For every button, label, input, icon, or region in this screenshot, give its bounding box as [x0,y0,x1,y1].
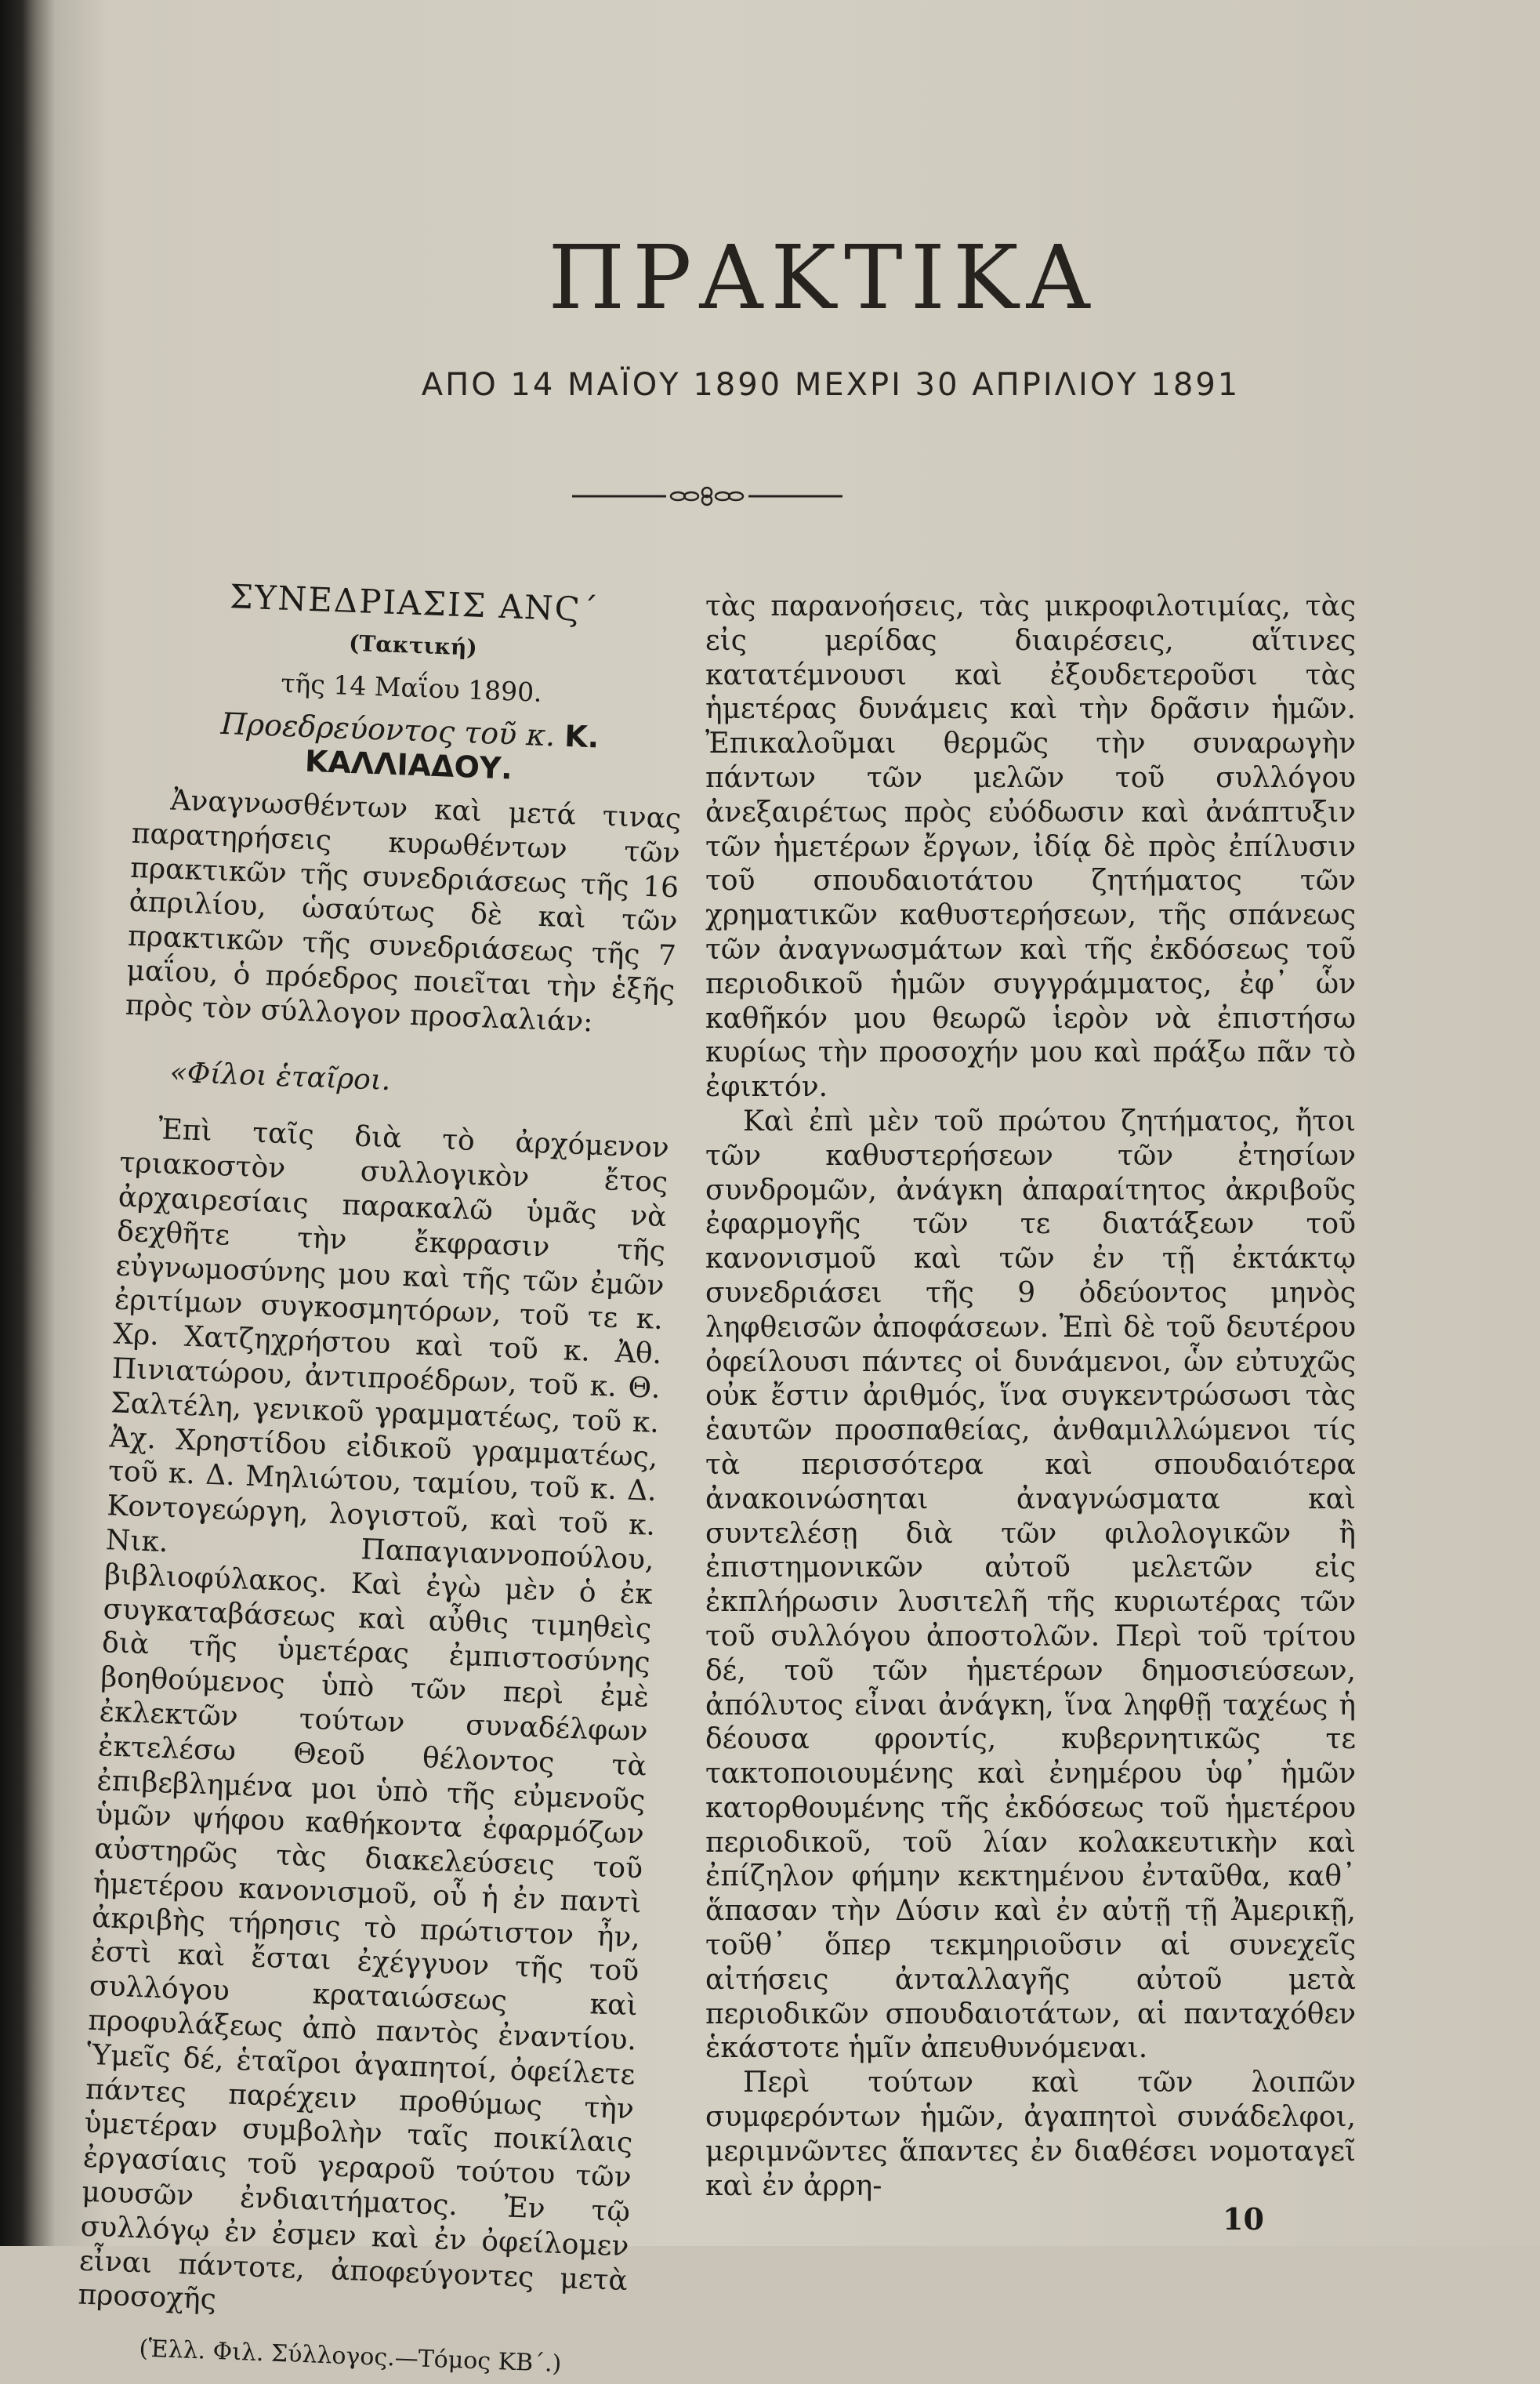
body-paragraph-1: Καὶ ἐπὶ μὲν τοῦ πρώτου ζητήματος, ἤτοι τῶν καθυστερήσεων τῶν ἐτησίων συνδρομῶν, ἀνάγκη ἀπαραίτητος ἀκριβοῦς ἐφαρμογῆς τῶν τε διατάξεων τοῦ κανονισμοῦ καὶ τῶν ἐν τῇ ἐκτάκτῳ συνεδριάσει τῆς 9 ὀδεύοντος μηνὸς ληφθεισῶν ἀποφάσεων. Ἐπὶ δὲ τοῦ δευτέρου ὀφείλουσι πάντες οἱ δυνάμενοι, ὧν εὐτυχῶς οὐκ ἔστιν ἀριθμός, ἵνα συγκεντρώσωσι τὰς ἑαυτῶν προσπαθείας, ἀνθαμιλλώμενοι τίς τὰ περισσότερα καὶ σπουδαιότερα ἀνακοινώσηται ἀναγνώσματα καὶ συντελέσῃ διὰ τῶν φιλολογικῶν ἢ ἐπιστημονικῶν αὐτοῦ μελετῶν εἰς ἐκπλήρωσιν λυσιτελῆ τῆς κυριωτέρας τῶν τοῦ συλλόγου ἀποστολῶν. Περὶ τοῦ τρίτου δέ, τοῦ τῶν ἡμετέρων δημοσιεύσεων, ἀπόλυτος εἶναι ἀνάγκη, ἵνα ληφθῇ ταχέως ἡ δέουσα φροντίς, κυβερνητικῶς τε τακτοποιουμένης καὶ ἐνημέρου ὑφ᾽ ἡμῶν κατορθουμένης τῆς ἐκδόσεως τοῦ ἡμετέρου περιοδικοῦ, τοῦ λίαν κολακευτικὴν καὶ ἐπίζηλον φήμην κεκτημένου ἐνταῦθα, καθ᾽ ἅπασαν τὴν Δύσιν καὶ ἐν αὐτῇ τῇ Ἀμερικῇ, τοῦθ᾽ ὅπερ τεκμηριοῦσιν αἱ συνεχεῖς αἰτήσεις ἀνταλλαγῆς αὐτοῦ μετὰ περιοδικῶν σπουδαιοτάτων, αἱ πανταχόθεν ἑκάστοτε ἡμῖν ἀπευθυνόμεναι. [705,1105,1356,2065]
ornamental-divider [572,484,842,508]
president-line [134,704,685,793]
session-date: τῆς 14 Μαΐου 1890. [280,667,543,708]
session-type: (Τακτική) [348,630,478,661]
body-paragraph-2: Περὶ τούτων καὶ τῶν λοιπῶν συμφερόντων ἡμῶν, ἀγαπητοὶ συνάδελφοι, μεριμνῶντες ἅπαντες ἐν διαθέσει νομοταγεῖ καὶ ἐν ἀρρη- [705,2066,1356,2202]
session-title: ΣΥΝΕΔΡΙΑΣΙΣ ΑΝϚ΄ [229,577,600,630]
page-title: ΠΡΑΚΤΙΚΑ [548,227,1098,329]
salutation: «Φίλοι ἑταῖροι. [169,1056,392,1097]
speech-paragraph: Ἐπὶ ταῖς διὰ τὸ ἀρχόμενον τριακοστὸν συλλογικὸν ἔτος ἀρχαιρεσίαις παρακαλῶ ὑμᾶς νὰ δεχθῆτε τὴν ἔκφρασιν τῆς εὐγνωμοσύνης μου καὶ τῆς τῶν ἐμῶν ἐριτίμων συγκοσμητόρων, τοῦ τε κ. Χρ. Χατζηχρήστου καὶ τοῦ κ. Ἀθ. Πινιατώρου, ἀντιπροέδρων, τοῦ κ. Θ. Σαλτέλη, γενικοῦ γραμματέως, τοῦ κ. Ἀχ. Χρηστίδου εἰδικοῦ γραμματέως, τοῦ κ. Δ. Μηλιώτου, ταμίου, τοῦ κ. Δ. Κοντογεώργη, λογιστοῦ, καὶ τοῦ κ. Νικ. Παπαγιαννοπούλου, βιβλιοφύλακος. Καὶ ἐγὼ μὲν ὁ ἐκ συγκαταβάσεως καὶ αὖθις τιμηθεὶς διὰ τῆς ὑμετέρας ἐμπιστοσύνης βοηθούμενος ὑπὸ τῶν περὶ ἐμὲ ἐκλεκτῶν τούτων συναδέλφων ἐκτελέσω Θεοῦ θέλοντος τὰ ἐπιβεβλημένα μοι ὑπὸ τῆς εὐμενοῦς ὑμῶν ψήφου καθήκοντα ἐφαρμόζων αὐστηρῶς τὰς διακελεύσεις τοῦ ἡμετέρου κανονισμοῦ, οὗ ἡ ἐν παντὶ ἀκριβὴς τήρησις τὸ πρώτιστον ἦν, ἐστὶ καὶ ἔσται ἐχέγγυον τῆς τοῦ συλλόγου κραταιώσεως καὶ προφυλάξεως ἀπὸ παντὸς ἐναντίου. Ὑμεῖς δέ, ἑταῖροι ἀγαπητοί, ὀφείλετε πάντες παρέχειν προθύμως τὴν ὑμετέραν συμβολὴν ταῖς ποικίλαις ἐργασίαις τοῦ γεραροῦ τούτου τῶν μουσῶν ἐνδιαιτήματος. Ἐν τῷ συλλόγῳ ἐν ἐσμεν καὶ ἐν ὀφείλομεν εἶναι πάντοτε, ἀποφεύγοντες μετὰ προσοχῆς [77,1113,670,2317]
page-number: 10 [1223,2201,1264,2237]
president-prefix: Προεδρεύοντος τοῦ κ. [219,706,556,753]
president-name: Κ. ΚΑΛΛΙΑΔΟΥ. [304,719,600,786]
volume-footnote: (Ἑλλ. Φιλ. Σύλλογος.—Τόμος ΚΒ΄.) [138,2335,562,2379]
left-column [75,576,689,2384]
right-column [705,590,1356,2203]
intro-paragraph: Ἀναγνωσθέντων καὶ μετά τινας παρατηρήσεις κυρωθέντων τῶν πρακτικῶν τῆς συνεδριάσεως τῆς 16 ἀπριλίου, ὡσαύτως δὲ καὶ τῶν πρακτικῶν τῆς συνεδριάσεως τῆς 7 μαΐου, ὁ πρόεδρος ποιεῖται τὴν ἑξῆς πρὸς τὸν σύλλογον προσλαλιάν: [125,784,682,1039]
continuation-paragraph: τὰς παρανοήσεις, τὰς μικροφιλοτιμίας, τὰς εἰς μερίδας διαιρέσεις, αἵτινες κατατέμνουσι καὶ ἐξουδετεροῦσι τὰς ἡμετέρας δυνάμεις καὶ τὴν δρᾶσιν ἡμῶν. Ἐπικαλοῦμαι θερμῶς τὴν συναρωγὴν πάντων τῶν μελῶν τοῦ συλλόγου ἀνεξαιρέτως πρὸς εὐόδωσιν καὶ ἀνάπτυξιν τῶν ἡμετέρων ἔργων, ἰδίᾳ δὲ πρὸς ἐπίλυσιν τοῦ σπουδαιοτάτου ζητήματος τῶν χρηματικῶν καθυστερήσεων, τῆς σπάνεως τῶν ἀναγνωσμάτων καὶ τῆς ἐκδόσεως τοῦ περιοδικοῦ ἡμῶν συγγράμματος, ἐφ᾽ ὧν καθῆκόν μου θεωρῶ ἱερὸν νὰ ἐπιστήσω κυρίως τὴν προσοχήν μου καὶ πράξω πᾶν τὸ ἐφικτόν. [705,590,1356,1104]
page-subtitle: ΑΠΟ 14 ΜΑΪΟΥ 1890 ΜΕΧΡΙ 30 ΑΠΡΙΛΙΟΥ 1891 [421,367,1241,403]
